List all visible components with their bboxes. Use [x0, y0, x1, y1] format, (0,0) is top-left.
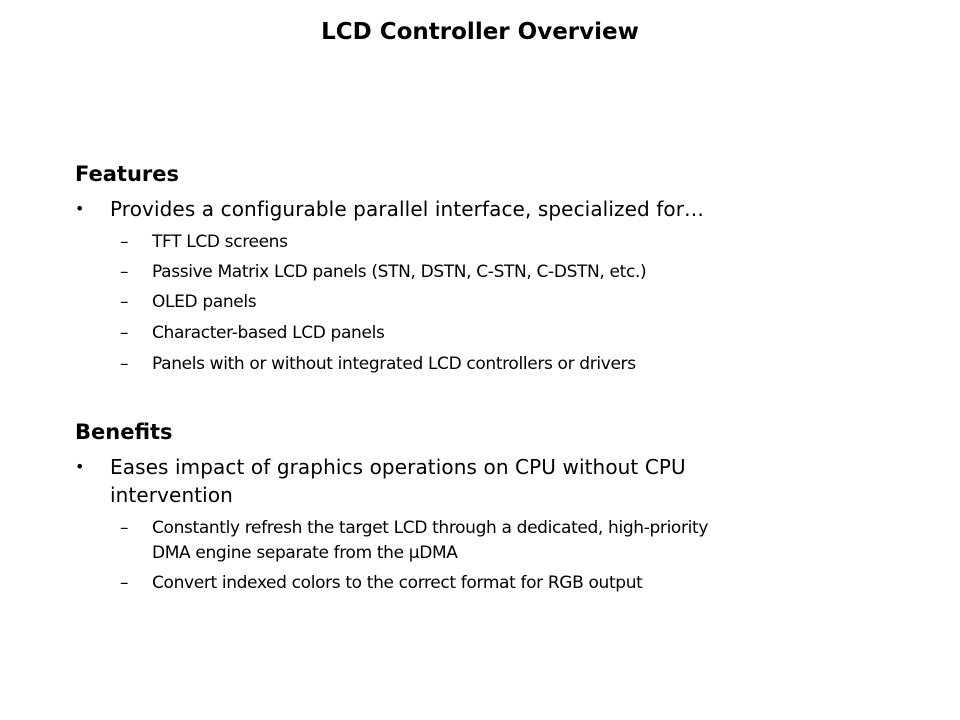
bullet-text: Provides a configurable parallel interface, specialized for… [110, 197, 705, 221]
dash-marker: – [120, 292, 129, 312]
section-heading-features: Features [75, 162, 179, 186]
sub-item-text: Convert indexed colors to the correct format for RGB output [152, 573, 643, 593]
bullet-text: intervention [110, 483, 233, 507]
dash-marker: – [120, 323, 129, 343]
dash-marker: – [120, 262, 129, 282]
sub-item-text: Constantly refresh the target LCD through a dedicated, high-priority [152, 518, 709, 538]
sub-item-text: Character-based LCD panels [152, 323, 385, 343]
sub-item-text: Passive Matrix LCD panels (STN, DSTN, C-STN, C-DSTN, etc.) [152, 262, 647, 282]
sub-item-text: TFT LCD screens [152, 232, 288, 252]
section-heading-benefits: Benefits [75, 420, 173, 444]
sub-item-text: OLED panels [152, 292, 257, 312]
dash-marker: – [120, 573, 129, 593]
bullet-marker: • [75, 457, 85, 476]
slide-title: LCD Controller Overview [321, 19, 639, 45]
dash-marker: – [120, 232, 129, 252]
sub-item-text: DMA engine separate from the µDMA [152, 543, 458, 563]
dash-marker: – [120, 354, 129, 374]
sub-item-text: Panels with or without integrated LCD controllers or drivers [152, 354, 636, 374]
bullet-text: Eases impact of graphics operations on CPU without CPU [110, 455, 686, 479]
bullet-marker: • [75, 199, 85, 218]
dash-marker: – [120, 518, 129, 538]
